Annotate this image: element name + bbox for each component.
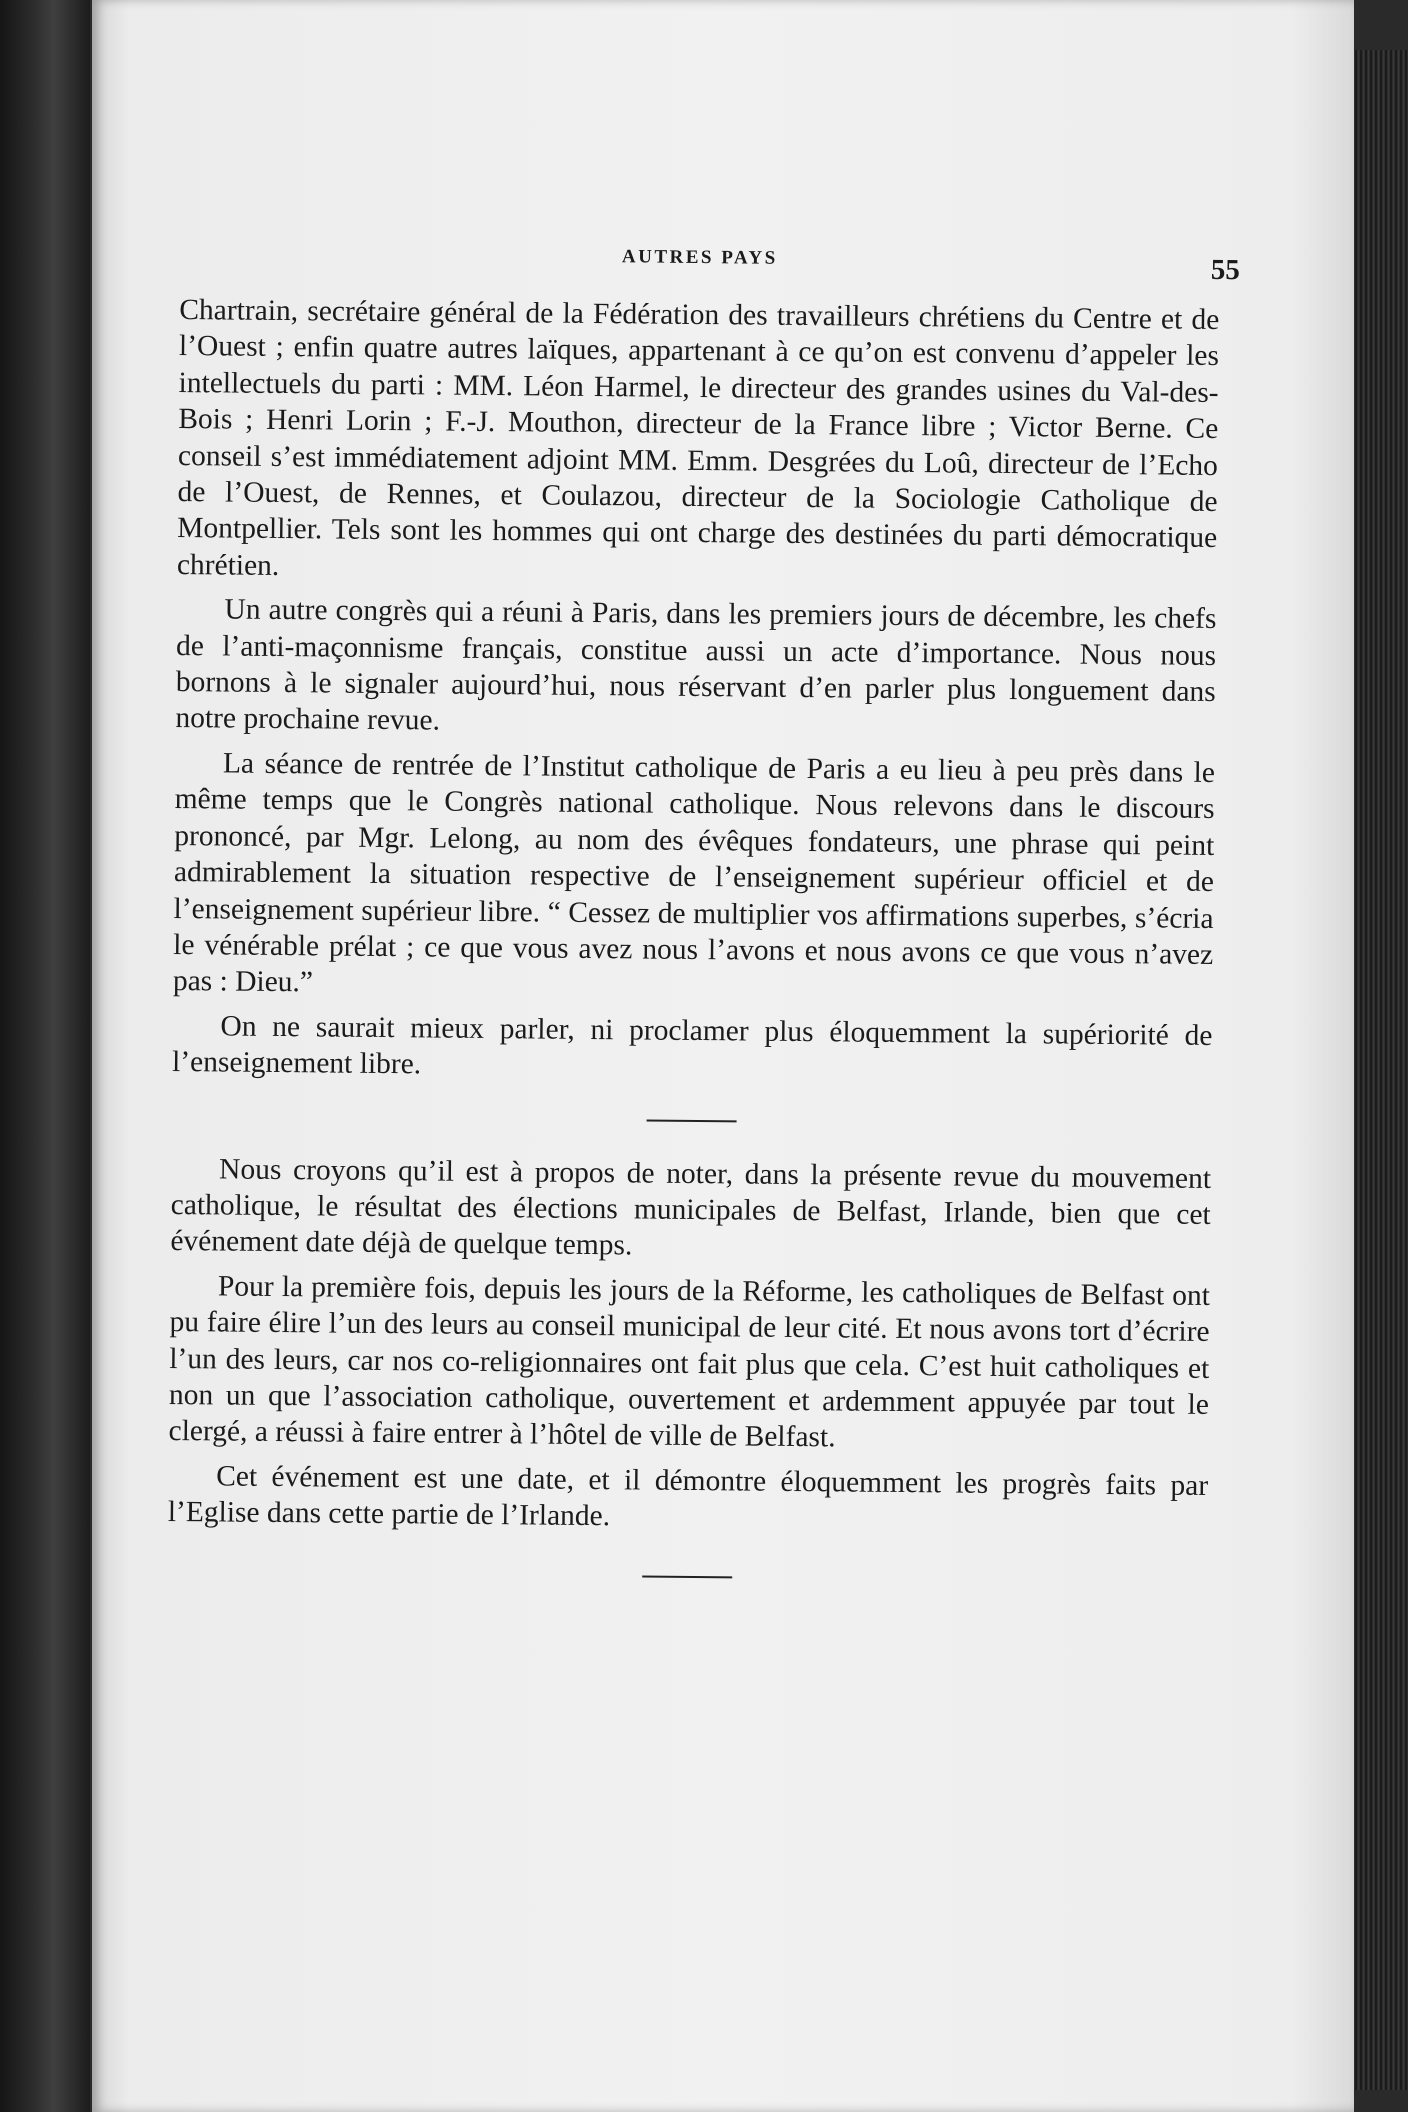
paragraph-1: Chartrain, secrétaire général de la Fédération des travailleurs chrétiens du Centre et de l’Ouest ; enfin quatre autres laïques, appartenant à ce qu’on est convenu d’appeler les intellectuels du parti : MM. Léon Harmel, le directeur des grandes usines du Val-des-Bois ; Henri Lorin ; F.-J. Mouthon, directeur de la France libre ; Victor Berne. Ce conseil s’est immédiatement adjoint MM. Emm. Desgrées du Loû, directeur de l’Echo de l’Ouest, de Rennes, et Coulazou, directeur de la Sociologie Catholique de Montpellier. Tels sont les hommes qui ont charge des destinées du parti démocratique chrétien. xyxy=(176,293,1220,582)
running-head xyxy=(180,242,1240,302)
paragraph-2: Un autre congrès qui a réuni à Paris, dans les premiers jours de décembre, les chefs de l’anti-maçonnisme français, constitue aussi un acte d’importance. Nous nous bornons à le signaler aujourd’hui, nous réservant d’en parler plus longuement dans notre prochaine revue. xyxy=(175,593,1217,737)
paragraph-6: Pour la première fois, depuis les jours de la Réforme, les catholiques de Belfast ont pu faire élire l’un des leurs au conseil municipal de leur cité. Et nous avons tort d’écrire l’un des leurs, car nos co-religionnaires ont fait plus que cela. C’est huit catholiques et non un que l’association catholique, ouvertement et ardemment appuyée par tout le clergé, a réussi à faire entrer à l’hôtel de ville de Belfast. xyxy=(168,1270,1211,1454)
text-block xyxy=(167,242,1240,1617)
running-title: AUTRES PAYS xyxy=(621,246,778,269)
closing-separator xyxy=(642,1575,732,1578)
paragraph-7: Cet événement est une date, et il démontre éloquemment les progrès faits par l’Eglise dans cette partie de l’Irlande. xyxy=(167,1460,1209,1533)
book-binding-left xyxy=(0,0,90,2112)
paragraph-4: On ne saurait mieux parler, ni proclamer plus éloquemment la supériorité de l’enseignement libre. xyxy=(171,1010,1213,1081)
page-edges-right xyxy=(1350,50,1408,2090)
paragraph-5: Nous croyons qu’il est à propos de noter, dans la présente revue du mouvement catholique, le résultat des élections municipales de Belfast, Irlande, bien que cet événement date déjà de quelque temps. xyxy=(170,1152,1212,1262)
paragraph-3: La séance de rentrée de l’Institut catholique de Paris a eu lieu à peu près dans le même temps que le Congrès national catholique. Nous relevons dans le discours prononcé, par Mgr. Lelong, au nom des évêques fondateurs, une phrase qui peint admirablement la situation respective de l’enseignement supérieur officiel et de l’enseignement supérieur libre. “ Cessez de multiplier vos affirmations superbes, s’écria le vénérable prélat ; ce que vous avez nous l’avons et nous avons ce que vous n’avez pas : Dieu.” xyxy=(172,747,1216,999)
page-number: 55 xyxy=(1210,253,1240,287)
section-separator xyxy=(647,1119,737,1122)
printed-page xyxy=(92,0,1354,2112)
